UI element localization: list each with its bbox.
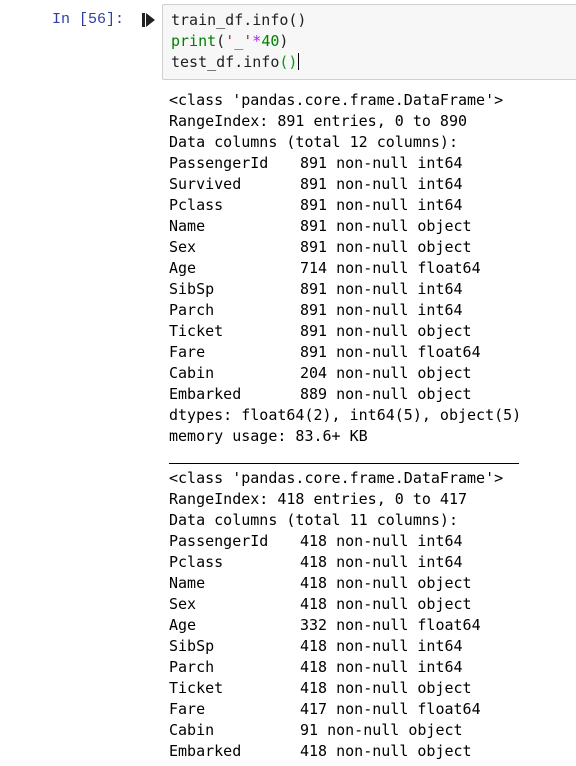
code-text: test_df.info <box>171 53 280 71</box>
column-name: Age <box>169 616 197 634</box>
column-dtype-info: 418 non-null int64 <box>300 658 463 676</box>
run-cell-icon[interactable] <box>142 12 156 28</box>
column-info-row <box>169 279 569 300</box>
code-number: 40 <box>261 32 280 50</box>
code-line-2 <box>171 31 288 52</box>
column-name: Ticket <box>169 679 224 697</box>
print-separator <box>169 447 569 468</box>
column-dtype-info: 418 non-null int64 <box>300 532 463 550</box>
column-dtype-info: 332 non-null float64 <box>300 616 481 634</box>
code-rparen: ) <box>279 32 289 50</box>
column-name: PassengerId <box>169 154 269 172</box>
column-info-row <box>169 342 569 363</box>
column-name: Pclass <box>169 553 224 571</box>
column-dtype-info: 417 non-null float64 <box>300 700 481 718</box>
train-columns-list <box>169 153 569 405</box>
cell-prompt: In [56]: <box>52 11 125 28</box>
code-builtin-print: print <box>171 32 217 50</box>
code-editor[interactable] <box>162 4 576 80</box>
column-info-row <box>169 573 569 594</box>
column-info-row <box>169 195 569 216</box>
code-string: '_' <box>225 32 253 50</box>
column-dtype-info: 891 non-null int64 <box>300 280 463 298</box>
text-cursor <box>298 53 299 70</box>
test-range-index: RangeIndex: 418 entries, 0 to 417 <box>169 490 468 508</box>
column-dtype-info: 891 non-null int64 <box>300 301 463 319</box>
column-dtype-info: 891 non-null int64 <box>300 154 463 172</box>
column-info-row <box>169 321 569 342</box>
train-data-columns: Data columns (total 12 columns): <box>169 133 458 151</box>
column-name: Ticket <box>169 322 224 340</box>
cell-output <box>169 90 569 762</box>
column-name: Parch <box>169 658 215 676</box>
column-name: PassengerId <box>169 532 269 550</box>
column-name: SibSp <box>169 280 215 298</box>
column-name: Survived <box>169 175 242 193</box>
column-dtype-info: 91 non-null object <box>300 721 463 739</box>
column-info-row <box>169 216 569 237</box>
column-info-row <box>169 384 569 405</box>
column-dtype-info: 891 non-null object <box>300 217 472 235</box>
column-dtype-info: 891 non-null float64 <box>300 343 481 361</box>
column-info-row <box>169 720 569 741</box>
column-name: Sex <box>169 238 197 256</box>
column-dtype-info: 418 non-null object <box>300 742 472 760</box>
column-info-row <box>169 594 569 615</box>
column-info-row <box>169 615 569 636</box>
column-info-row <box>169 657 569 678</box>
column-name: Cabin <box>169 364 215 382</box>
column-info-row <box>169 363 569 384</box>
column-info-row <box>169 300 569 321</box>
column-info-row <box>169 552 569 573</box>
code-line-3 <box>171 52 299 73</box>
column-info-row <box>169 153 569 174</box>
column-dtype-info: 418 non-null object <box>300 595 472 613</box>
test-class-line: <class 'pandas.core.frame.DataFrame'> <box>169 469 504 487</box>
column-name: Sex <box>169 595 197 613</box>
column-dtype-info: 418 non-null object <box>300 679 472 697</box>
column-dtype-info: 891 non-null object <box>300 322 472 340</box>
column-dtype-info: 891 non-null int64 <box>300 196 463 214</box>
column-info-row <box>169 237 569 258</box>
column-name: Name <box>169 574 206 592</box>
column-name: Fare <box>169 700 206 718</box>
column-dtype-info: 418 non-null int64 <box>300 637 463 655</box>
test-columns-list <box>169 531 569 762</box>
column-dtype-info: 714 non-null float64 <box>300 259 481 277</box>
test-data-columns: Data columns (total 11 columns): <box>169 511 458 529</box>
column-dtype-info: 418 non-null object <box>300 574 472 592</box>
column-name: Cabin <box>169 721 215 739</box>
column-name: Age <box>169 259 197 277</box>
column-info-row <box>169 678 569 699</box>
column-info-row <box>169 699 569 720</box>
column-info-row <box>169 531 569 552</box>
column-info-row <box>169 741 569 762</box>
column-name: Embarked <box>169 742 242 760</box>
column-dtype-info: 204 non-null object <box>300 364 472 382</box>
code-line-1: train_df.info() <box>171 11 307 29</box>
column-info-row <box>169 636 569 657</box>
code-parens: () <box>279 53 298 71</box>
train-class-line: <class 'pandas.core.frame.DataFrame'> <box>169 91 504 109</box>
column-dtype-info: 891 non-null object <box>300 238 472 256</box>
train-dtypes: dtypes: float64(2), int64(5), object(5) <box>169 406 522 424</box>
code-operator: * <box>252 32 262 50</box>
column-dtype-info: 891 non-null int64 <box>300 175 463 193</box>
column-name: Fare <box>169 343 206 361</box>
column-name: Parch <box>169 301 215 319</box>
column-info-row <box>169 258 569 279</box>
column-name: Embarked <box>169 385 242 403</box>
column-name: Name <box>169 217 206 235</box>
train-memory-usage: memory usage: 83.6+ KB <box>169 427 368 445</box>
column-dtype-info: 418 non-null int64 <box>300 553 463 571</box>
column-name: SibSp <box>169 637 215 655</box>
code-lparen: ( <box>216 32 226 50</box>
column-name: Pclass <box>169 196 224 214</box>
train-range-index: RangeIndex: 891 entries, 0 to 890 <box>169 112 468 130</box>
column-info-row <box>169 174 569 195</box>
column-dtype-info: 889 non-null object <box>300 385 472 403</box>
